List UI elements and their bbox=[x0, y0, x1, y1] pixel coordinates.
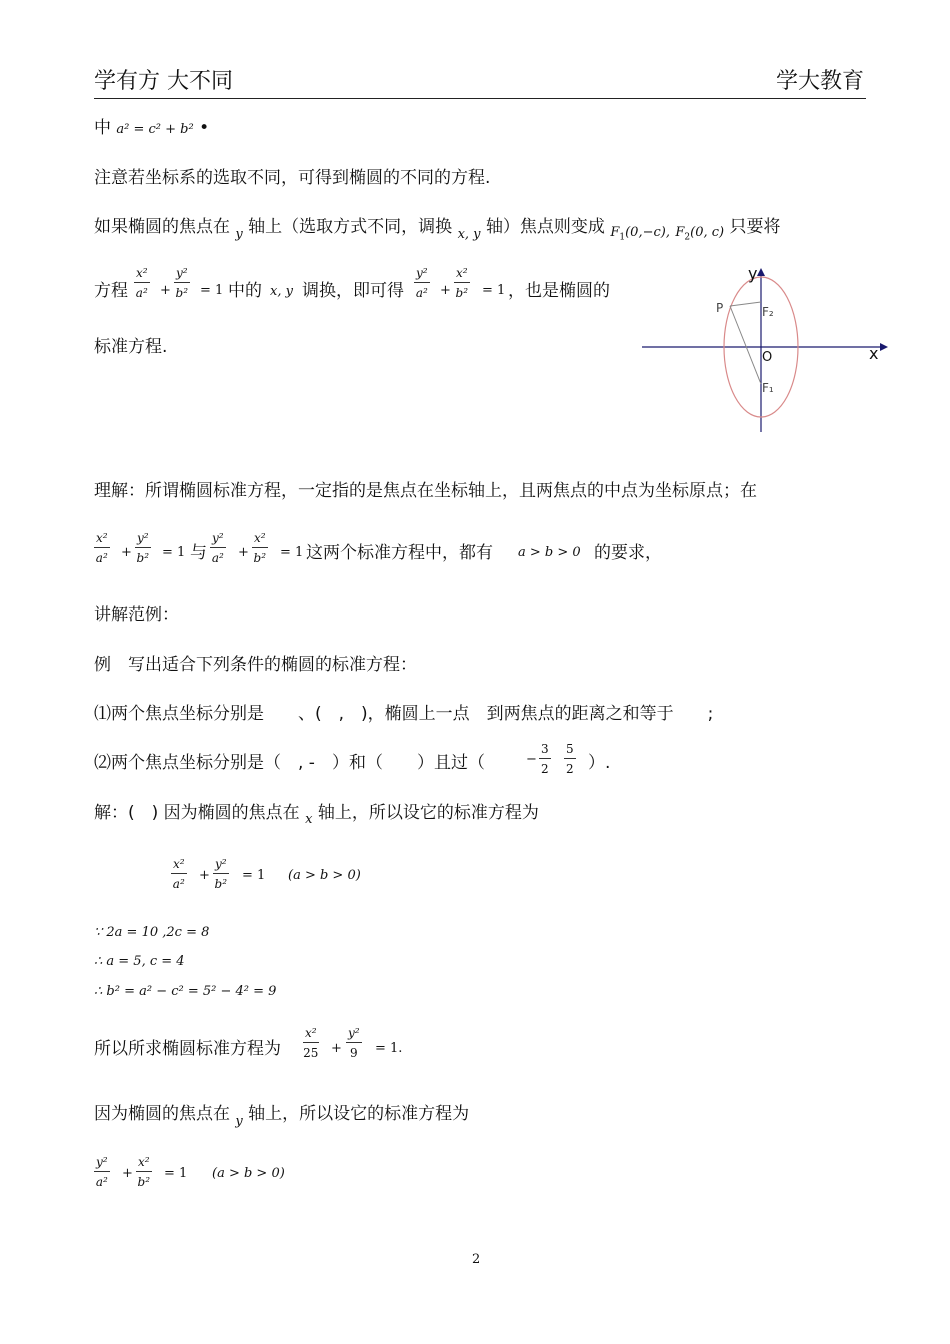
origin-label: O bbox=[762, 350, 773, 365]
l7-plus-2: + bbox=[238, 545, 249, 560]
f2-label: F₂ bbox=[762, 305, 774, 319]
l4-frac-4: $\frac{\text{x²}}{\text{b²}}$ bbox=[455, 266, 469, 300]
line-10: ⑴两个焦点坐标分别是 、( , )，椭圆上一点 到两焦点的距离之和等于 ; bbox=[94, 704, 714, 724]
l11-neg: − bbox=[526, 752, 537, 767]
eq1-eq: = 1 bbox=[242, 868, 266, 883]
eq2-cond: (a > b > 0) bbox=[212, 1166, 285, 1181]
page-number: 2 bbox=[472, 1252, 481, 1267]
header-left: 学有方 大不同 bbox=[94, 69, 233, 94]
l7-frac-4: $\frac{\text{x²}}{\text{b²}}$ bbox=[253, 531, 267, 565]
line-7-a: 与 bbox=[190, 543, 207, 563]
l7-plus-1: + bbox=[121, 545, 132, 560]
l12-b: 轴上，所以设它的标准方程为 bbox=[317, 803, 539, 823]
line-4-b: 中的 bbox=[228, 281, 262, 301]
l12-a: 解：( ) 因为椭圆的焦点在 bbox=[94, 803, 300, 823]
pf1-segment bbox=[730, 306, 761, 384]
line-12 bbox=[94, 798, 539, 827]
l4-frac-3: $\frac{\text{y²}}{\text{a²}}$ bbox=[415, 266, 428, 300]
l14-b: 轴上，所以设它的标准方程为 bbox=[248, 1104, 470, 1124]
f1-label: F₁ bbox=[762, 381, 774, 395]
line-2: 注意若坐标系的选取不同，可得到椭圆的不同的方程. bbox=[94, 168, 491, 188]
line-4-d: ，也是椭圆的 bbox=[508, 281, 610, 301]
eq1-cond: (a > b > 0) bbox=[288, 868, 361, 883]
l4-xy: x, y bbox=[270, 284, 293, 299]
l12-x: x bbox=[305, 812, 313, 827]
step-2: ∴ a = 5, c = 4 bbox=[94, 954, 185, 969]
l11-frac-1: $\frac{3}{2}$ bbox=[541, 742, 549, 776]
line-6: 理解：所谓椭圆标准方程，一定指的是焦点在坐标轴上，且两焦点的中点为坐标原点；在 bbox=[94, 481, 757, 501]
l3-a: 如果椭圆的焦点在 bbox=[94, 217, 230, 237]
pf2-segment bbox=[730, 302, 761, 306]
line-11-a: ⑵两个焦点坐标分别是（ , - ）和（ ）且过（ bbox=[94, 753, 485, 773]
line-1 bbox=[94, 113, 209, 138]
l1-end: • bbox=[199, 118, 210, 138]
header-right: 学大教育 bbox=[775, 69, 864, 94]
l7-frac-1: $\frac{\text{x²}}{\text{a²}}$ bbox=[95, 531, 108, 565]
l7-ineq: a > b > 0 bbox=[518, 545, 581, 560]
l4-eq-2: = 1 bbox=[482, 283, 506, 298]
l3-d: 只要将 bbox=[729, 217, 781, 237]
l3-f2: F2(0, c) bbox=[675, 225, 725, 243]
l3-c: 轴）焦点则变成 bbox=[485, 217, 605, 237]
line-7-c: 的要求， bbox=[594, 543, 662, 563]
l11-frac-2: $\frac{5}{2}$ bbox=[566, 742, 574, 776]
l3-f1: F1(0,−c), bbox=[610, 225, 670, 243]
l7-eq-2: = 1 bbox=[280, 545, 304, 560]
line-4-c: 调换，即可得 bbox=[302, 281, 404, 301]
l1-prefix: 中 bbox=[94, 118, 111, 138]
l14-a: 因为椭圆的焦点在 bbox=[94, 1104, 230, 1124]
line-14 bbox=[94, 1099, 470, 1129]
line-8: 讲解范例： bbox=[94, 605, 179, 625]
l7-eq-1: = 1 bbox=[162, 545, 186, 560]
l13-frac-2: $\frac{\text{y²}}{9}$ bbox=[348, 1026, 360, 1060]
y-axis-arrow bbox=[757, 268, 765, 276]
x-axis-arrow bbox=[880, 343, 888, 351]
x-label: x bbox=[869, 344, 879, 363]
l1-math: a² = c² + b² bbox=[116, 122, 194, 137]
eq2-frac-2: $\frac{\text{x²}}{\text{b²}}$ bbox=[137, 1155, 151, 1189]
line-7-b: 这两个标准方程中，都有 bbox=[306, 543, 493, 563]
eq1-plus: + bbox=[199, 868, 210, 883]
l3-xy: x, y bbox=[457, 227, 481, 242]
line-4-a: 方程 bbox=[94, 281, 128, 301]
l13-end: = 1. bbox=[375, 1041, 403, 1056]
eq1-frac-1: $\frac{\text{x²}}{\text{a²}}$ bbox=[172, 857, 185, 891]
l14-y: y bbox=[235, 1114, 243, 1129]
eq2-plus: + bbox=[122, 1166, 133, 1181]
l4-eq-1: = 1 bbox=[200, 283, 224, 298]
line-13-a: 所以所求椭圆标准方程为 bbox=[94, 1039, 281, 1059]
line-11-b: ）. bbox=[588, 753, 611, 773]
l7-frac-2: $\frac{\text{y²}}{\text{b²}}$ bbox=[136, 531, 150, 565]
line-3 bbox=[94, 212, 781, 243]
step-3: ∴ b² = a² − c² = 5² − 4² = 9 bbox=[94, 984, 277, 999]
eq1-frac-2: $\frac{\text{y²}}{\text{b²}}$ bbox=[214, 857, 228, 891]
l7-frac-3: $\frac{\text{y²}}{\text{a²}}$ bbox=[211, 531, 224, 565]
y-label: y bbox=[748, 264, 758, 283]
line-5: 标准方程. bbox=[94, 337, 168, 357]
p-label: P bbox=[716, 301, 724, 315]
ellipse-diagram bbox=[640, 262, 890, 437]
eq2-eq: = 1 bbox=[164, 1166, 188, 1181]
eq2-frac-1: $\frac{\text{y²}}{\text{a²}}$ bbox=[95, 1155, 108, 1189]
l13-plus: + bbox=[331, 1041, 342, 1056]
l3-y: y bbox=[235, 227, 243, 242]
l3-b: 轴上（选取方式不同，调换 bbox=[248, 217, 453, 237]
l13-frac-1: $\frac{\text{x²}}{25}$ bbox=[303, 1026, 319, 1060]
line-9: 例 写出适合下列条件的椭圆的标准方程： bbox=[94, 655, 417, 675]
l4-plus-2: + bbox=[440, 283, 451, 298]
l4-frac-1: $\frac{\text{x²}}{\text{a²}}$ bbox=[135, 266, 148, 300]
l4-plus-1: + bbox=[160, 283, 171, 298]
l4-frac-2: $\frac{\text{y²}}{\text{b²}}$ bbox=[175, 266, 189, 300]
header-rule bbox=[94, 98, 866, 99]
step-1: ∵ 2a = 10 ,2c = 8 bbox=[94, 925, 210, 940]
